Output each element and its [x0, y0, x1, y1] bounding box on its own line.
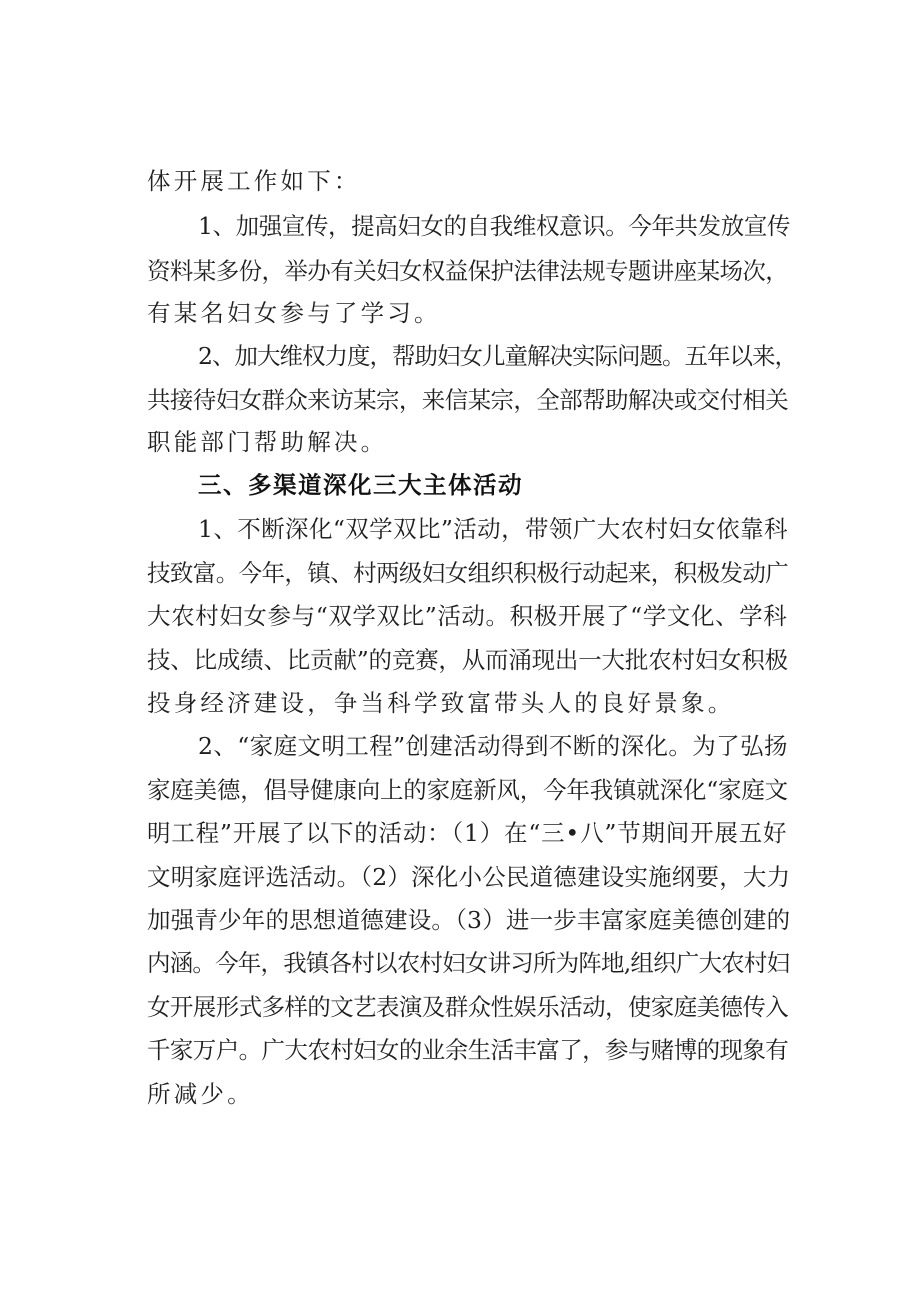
- body-line: 所减少。: [147, 1080, 254, 1108]
- body-line: 大农村妇女参与“双学双比”活动。积极开展了“学文化、学科: [147, 602, 788, 630]
- body-line: 共接待妇女群众来访某宗，来信某宗，全部帮助解决或交付相关: [147, 386, 789, 414]
- body-line: 2、“家庭文明工程”创建活动得到不断的深化。为了弘扬: [198, 732, 788, 760]
- body-line: 体开展工作如下：: [147, 167, 361, 195]
- body-line: 投身经济建设，争当科学致富带头人的良好景象。: [147, 689, 735, 717]
- body-line: 有某名妇女参与了学习。: [147, 299, 441, 327]
- section-heading: 三、多渠道深化三大主体活动: [198, 471, 523, 499]
- body-line: 技、比成绩、比贡献”的竞赛，从而涌现出一大批农村妇女积极: [147, 646, 788, 674]
- body-line: 2、加大维权力度，帮助妇女儿童解决实际问题。五年以来，: [198, 342, 797, 370]
- body-line: 技致富。今年，镇、村两级妇女组织积极行动起来，积极发动广: [147, 559, 789, 587]
- body-line: 资料某多份，举办有关妇女权益保护法律法规专题讲座某场次，: [147, 257, 789, 285]
- body-line: 女开展形式多样的文艺表演及群众性娱乐活动，使家庭美德传入: [147, 993, 789, 1021]
- body-line: 1、加强宣传，提高妇女的自我维权意识。今年共发放宣传: [198, 212, 791, 240]
- body-line: 加强青少年的思想道德建设。（3）进一步丰富家庭美德创建的: [147, 906, 791, 934]
- body-line: 家庭美德，倡导健康向上的家庭新风，今年我镇就深化“家庭文: [147, 776, 788, 804]
- body-line: 千家万户。广大农村妇女的业余生活丰富了，参与赌博的现象有: [147, 1036, 789, 1064]
- body-line: 职能部门帮助解决。: [147, 428, 388, 456]
- body-line: 文明家庭评选活动。（2）深化小公民道德建设实施纲要，大力: [147, 863, 791, 891]
- body-line: 内涵。今年，我镇各村以农村妇女讲习所为阵地,组织广大农村妇: [147, 949, 790, 977]
- body-line: 明工程”开展了以下的活动：（1）在“三•八”节期间开展五好: [147, 819, 788, 847]
- body-line: 1、不断深化“双学双比”活动，带领广大农村妇女依靠科: [198, 515, 788, 543]
